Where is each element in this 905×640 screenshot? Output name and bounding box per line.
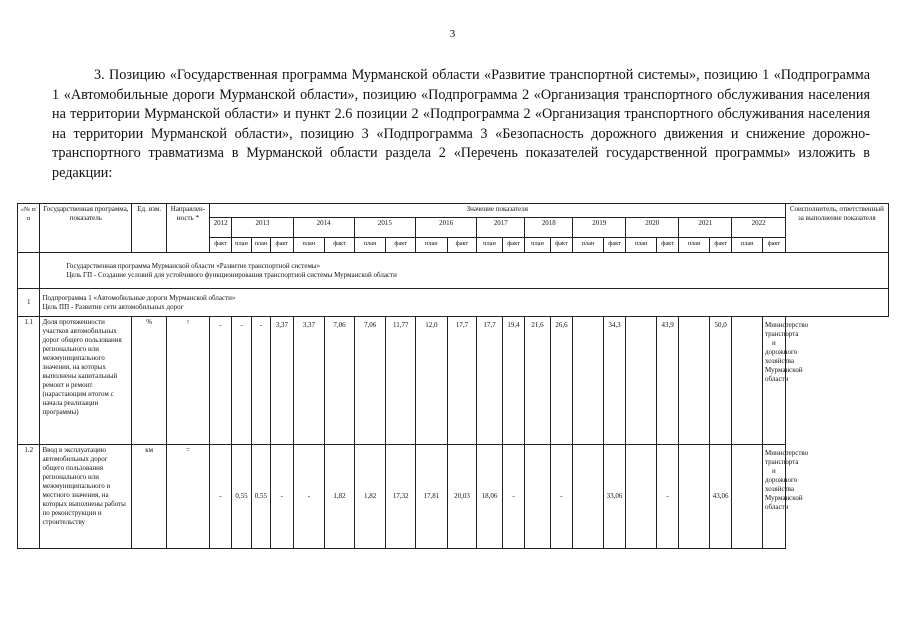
cell-value: 7,06 <box>325 317 355 445</box>
table-row <box>18 445 889 549</box>
row-name: Ввод в эксплуатацию автомобильных дорог общего пользования регионального или межмуниципального и местного значения, на которых выполнены работы по реконструкции и строительству <box>40 445 132 549</box>
sub-fact: факт <box>447 238 477 253</box>
cell-value: 7,06 <box>354 317 386 445</box>
cell-value: - <box>656 445 678 549</box>
row-executor: Министерство транспорта и дорожного хозяйства Мурманской области <box>763 445 786 549</box>
cell-value: 43,9 <box>656 317 678 445</box>
header-program: Государственная программа, показатель <box>40 204 132 253</box>
section-sub1-num: 1 <box>18 289 40 317</box>
sub-fact: факт <box>550 238 572 253</box>
section-sub1 <box>40 289 889 317</box>
sub-plan: план <box>251 238 270 253</box>
cell-value: 26,6 <box>550 317 572 445</box>
row-direction: ↑ <box>167 317 210 445</box>
cell-value: 17,7 <box>447 317 477 445</box>
sub-plan: план <box>232 238 251 253</box>
section-program-goal: Цель ГП - Создание условий для устойчивого функционирования транспортной системы Мурманской области <box>66 270 397 279</box>
sub-plan: план <box>626 238 657 253</box>
page-number: 3 <box>449 28 456 40</box>
row-unit: % <box>132 317 167 445</box>
cell-value: 0,55 <box>251 445 270 549</box>
cell-value: 1,82 <box>325 445 355 549</box>
cell-value: 34,3 <box>603 317 625 445</box>
row-name: Доля протяженности участков автомобильных дорог общего пользования регионального или межмуниципального значения, на которых выполнены капитальный ремонт и ремонт (нарастающим итогом с начала реализации программы) <box>40 317 132 445</box>
sub-fact: факт <box>271 238 293 253</box>
section-program-title: Государственная программа Мурманской области «Развитие транспортной системы» <box>66 261 321 270</box>
sub-fact: факт <box>709 238 731 253</box>
row-executor: Министерство транспорта и дорожного хозяйства Мурманской области <box>763 317 786 445</box>
cell-value: 3,37 <box>293 317 325 445</box>
header-direction: Направлен-ность * <box>167 204 210 253</box>
cell-value: 43,06 <box>709 445 731 549</box>
cell-value: - <box>293 445 325 549</box>
cell-value: 20,03 <box>447 445 477 549</box>
cell-value: - <box>251 317 270 445</box>
amendment-paragraph: 3. Позицию «Государственная программа Мурманской области «Развитие транспортной системы», позицию 1 «Подпрограмма 1 «Автомобильные дороги Мурманской области», позицию «Подпрограмма 2 «Организация транспортного обслуживания населения на территории Мурманской области» и пункт 2.6 позиции 2 «Подпрограмма 2 «Организация транспортного обслуживания населения на территории Мурманской области», позицию 3 «Подпрограмма 3 «Безопасность дорожного движения и снижение дорожно-транспортного травматизма в Мурманской области раздела 2 «Перечень показателей государственной программы» изложить в редакции: <box>52 67 870 181</box>
cell-value: 33,06 <box>603 445 625 549</box>
cell-value <box>679 317 710 445</box>
cell-value: - <box>271 445 293 549</box>
cell-value: - <box>502 445 524 549</box>
year-2016: 2016 <box>416 218 477 238</box>
cell-value: 21,6 <box>525 317 551 445</box>
sub-plan: план <box>679 238 710 253</box>
header-executor: Соисполнитель, ответственный за выполнение показателя <box>785 204 888 253</box>
sub-fact: факт <box>209 238 231 253</box>
cell-value: - <box>209 317 231 445</box>
year-2019: 2019 <box>573 218 626 238</box>
sub-fact: факт <box>386 238 416 253</box>
sub-plan: план <box>293 238 325 253</box>
header-num: «№ п/п <box>18 204 40 253</box>
cell-value <box>732 445 763 549</box>
cell-value: - <box>232 317 251 445</box>
year-2015: 2015 <box>354 218 415 238</box>
sub-plan: план <box>416 238 448 253</box>
cell-value: 0,55 <box>232 445 251 549</box>
sub-fact: факт <box>325 238 355 253</box>
cell-value: 19,4 <box>502 317 524 445</box>
cell-value <box>626 445 657 549</box>
sub-plan: план <box>477 238 503 253</box>
sub-fact: факт <box>763 238 786 253</box>
section-program-num <box>18 253 40 289</box>
row-unit: км <box>132 445 167 549</box>
cell-value <box>573 317 604 445</box>
sub-fact: факт <box>603 238 625 253</box>
cell-value <box>525 445 551 549</box>
cell-value: 11,77 <box>386 317 416 445</box>
cell-value: - <box>209 445 231 549</box>
cell-value: 18,06 <box>477 445 503 549</box>
table-row <box>18 317 889 445</box>
row-num: 1.2 <box>18 445 40 549</box>
cell-value <box>679 445 710 549</box>
cell-value: - <box>550 445 572 549</box>
sub-plan: план <box>525 238 551 253</box>
year-2022: 2022 <box>732 218 785 238</box>
indicators-table <box>17 203 889 549</box>
cell-value: 12,0 <box>416 317 448 445</box>
year-2018: 2018 <box>525 218 573 238</box>
section-program <box>40 253 889 289</box>
cell-value: 3,37 <box>271 317 293 445</box>
year-2021: 2021 <box>679 218 732 238</box>
year-2020: 2020 <box>626 218 679 238</box>
row-num: 1.1 <box>18 317 40 445</box>
section-sub1-title: Подпрограмма 1 «Автомобильные дороги Мурманской области» <box>42 293 236 302</box>
cell-value: 1,82 <box>354 445 386 549</box>
header-unit: Ед. изм. <box>132 204 167 253</box>
sub-fact: факт <box>502 238 524 253</box>
year-2012: 2012 <box>209 218 231 238</box>
sub-fact: факт <box>656 238 678 253</box>
cell-value <box>626 317 657 445</box>
cell-value <box>573 445 604 549</box>
sub-plan: план <box>573 238 604 253</box>
year-2014: 2014 <box>293 218 354 238</box>
section-sub1-goal: Цель ПП - Развитие сети автомобильных дорог <box>42 302 184 311</box>
sub-plan: план <box>354 238 386 253</box>
cell-value: 17,81 <box>416 445 448 549</box>
year-2017: 2017 <box>477 218 525 238</box>
cell-value: 17,7 <box>477 317 503 445</box>
cell-value: 17,32 <box>386 445 416 549</box>
cell-value: 50,0 <box>709 317 731 445</box>
sub-plan: план <box>732 238 763 253</box>
cell-value <box>732 317 763 445</box>
header-value-group: Значение показателя <box>209 204 785 218</box>
year-2013: 2013 <box>232 218 293 238</box>
row-direction: = <box>167 445 210 549</box>
